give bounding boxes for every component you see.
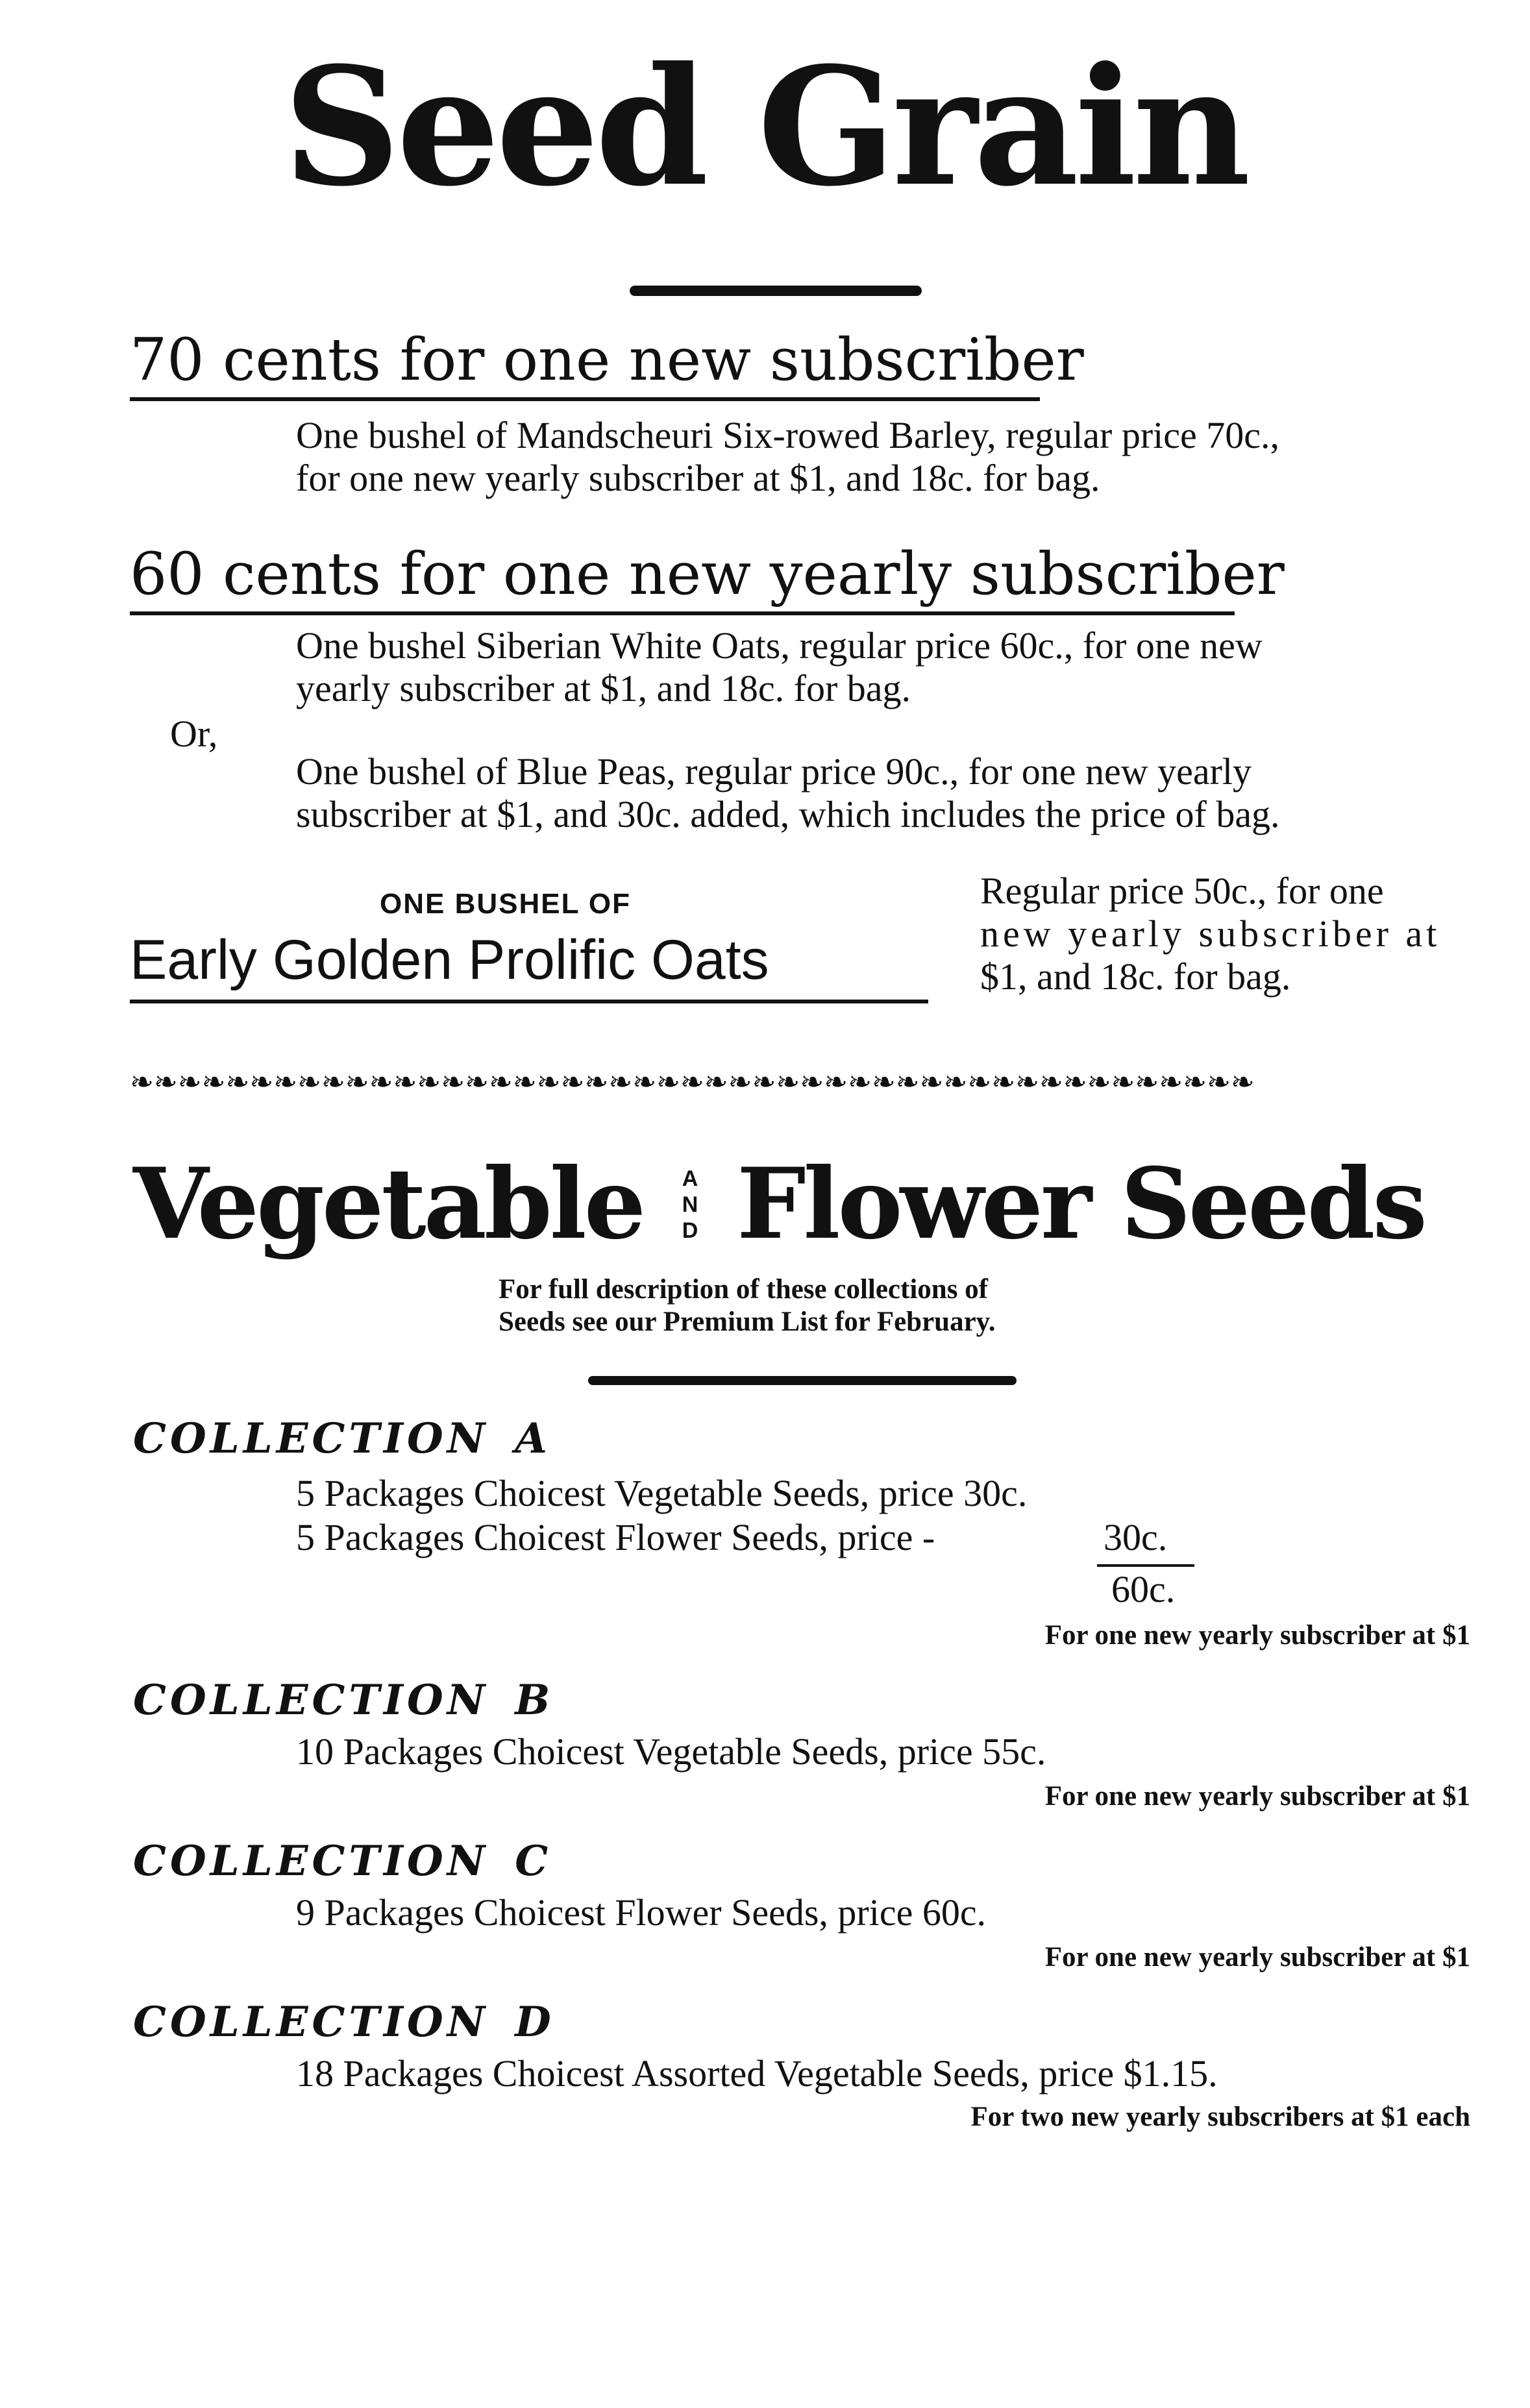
and-letter-d: D	[682, 1218, 698, 1243]
offer-2-heading: 60 cents for one new yearly subscriber	[130, 540, 1285, 608]
page-title: Seed Grain	[283, 31, 1247, 222]
collection-d-note: For two new yearly subscribers at $1 each	[970, 2102, 1470, 2132]
collection-c-item-1: 9 Packages Choicest Flower Seeds, price 60c.	[296, 1891, 987, 1934]
offer-2-option-2-line-2: subscriber at $1, and 30c. added, which includes the price of bag.	[296, 793, 1280, 835]
collection-a-item-1: 5 Packages Choicest Vegetable Seeds, price 30c.	[296, 1472, 1028, 1514]
offer-2-or: Or,	[170, 713, 218, 755]
collection-a-item-2: 5 Packages Choicest Flower Seeds, price -	[296, 1516, 935, 1558]
collection-c-heading	[133, 1837, 552, 1886]
collection-label: COLLECTION	[133, 1998, 489, 2046]
collection-a-sum-line	[1097, 1564, 1194, 1567]
collection-c-note: For one new yearly subscriber at $1	[1044, 1942, 1470, 1972]
oats-line-2: new yearly subscriber at	[980, 913, 1441, 955]
collection-a-note: For one new yearly subscriber at $1	[1044, 1620, 1470, 1651]
offer-2-underline	[130, 611, 1235, 615]
offer-2-option-1-line-1: One bushel Siberian White Oats, regular price 60c., for one new	[296, 624, 1263, 667]
collection-label: COLLECTION	[133, 1414, 489, 1463]
offer-1-heading: 70 cents for one new subscriber	[130, 326, 1084, 394]
seeds-title-left: Vegetable	[133, 1147, 644, 1261]
ornamental-border: ❧❧❧❧❧❧❧❧❧❧❧❧❧❧❧❧❧❧❧❧❧❧❧❧❧❧❧❧❧❧❧❧❧❧❧❧❧❧❧❧❧❧❧❧❧❧❧	[130, 1066, 1255, 1099]
oats-underline	[130, 1000, 928, 1003]
collection-a-heading	[133, 1414, 551, 1463]
seeds-divider	[588, 1376, 1017, 1385]
collection-letter: A	[515, 1414, 551, 1463]
collection-a-total: 60c.	[1111, 1568, 1176, 1610]
seeds-title-right: Flower Seeds	[737, 1147, 1425, 1261]
seeds-title-and	[677, 1166, 703, 1244]
offer-2-option-1-line-2: yearly subscriber at $1, and 18c. for bag.	[296, 667, 911, 709]
seeds-description-line-1: For full description of these collections of	[499, 1274, 988, 1305]
title-divider	[630, 286, 922, 296]
seeds-description-line-2: Seeds see our Premium List for February.	[499, 1307, 996, 1337]
and-letter-n: N	[682, 1192, 698, 1217]
and-letter-a: A	[682, 1166, 698, 1191]
offer-1-line-2: for one new yearly subscriber at $1, and 18c. for bag.	[296, 457, 1100, 499]
offer-1-line-1: One bushel of Mandscheuri Six-rowed Barley, regular price 70c.,	[296, 414, 1280, 456]
oats-small-heading: ONE BUSHEL OF	[380, 888, 632, 920]
collection-label: COLLECTION	[133, 1837, 489, 1886]
oats-name: Early Golden Prolific Oats	[130, 929, 769, 991]
collection-letter: B	[515, 1676, 554, 1725]
collection-b-item-1: 10 Packages Choicest Vegetable Seeds, price 55c.	[296, 1730, 1046, 1773]
collection-letter: C	[515, 1837, 552, 1886]
collection-label: COLLECTION	[133, 1676, 489, 1725]
oats-line-3: $1, and 18c. for bag.	[980, 955, 1291, 998]
oats-line-1: Regular price 50c., for one	[980, 870, 1384, 912]
collection-letter: D	[515, 1998, 555, 2046]
collection-d-heading	[133, 1998, 555, 2046]
offer-1-underline	[130, 397, 1040, 401]
collection-b-note: For one new yearly subscriber at $1	[1044, 1781, 1470, 1812]
collection-a-item-2-price: 30c.	[1104, 1516, 1168, 1558]
collection-b-heading	[133, 1676, 554, 1725]
offer-2-option-2-line-1: One bushel of Blue Peas, regular price 90c., for one new yearly	[296, 750, 1252, 792]
collection-d-item-1: 18 Packages Choicest Assorted Vegetable Seeds, price $1.15.	[296, 2052, 1218, 2095]
